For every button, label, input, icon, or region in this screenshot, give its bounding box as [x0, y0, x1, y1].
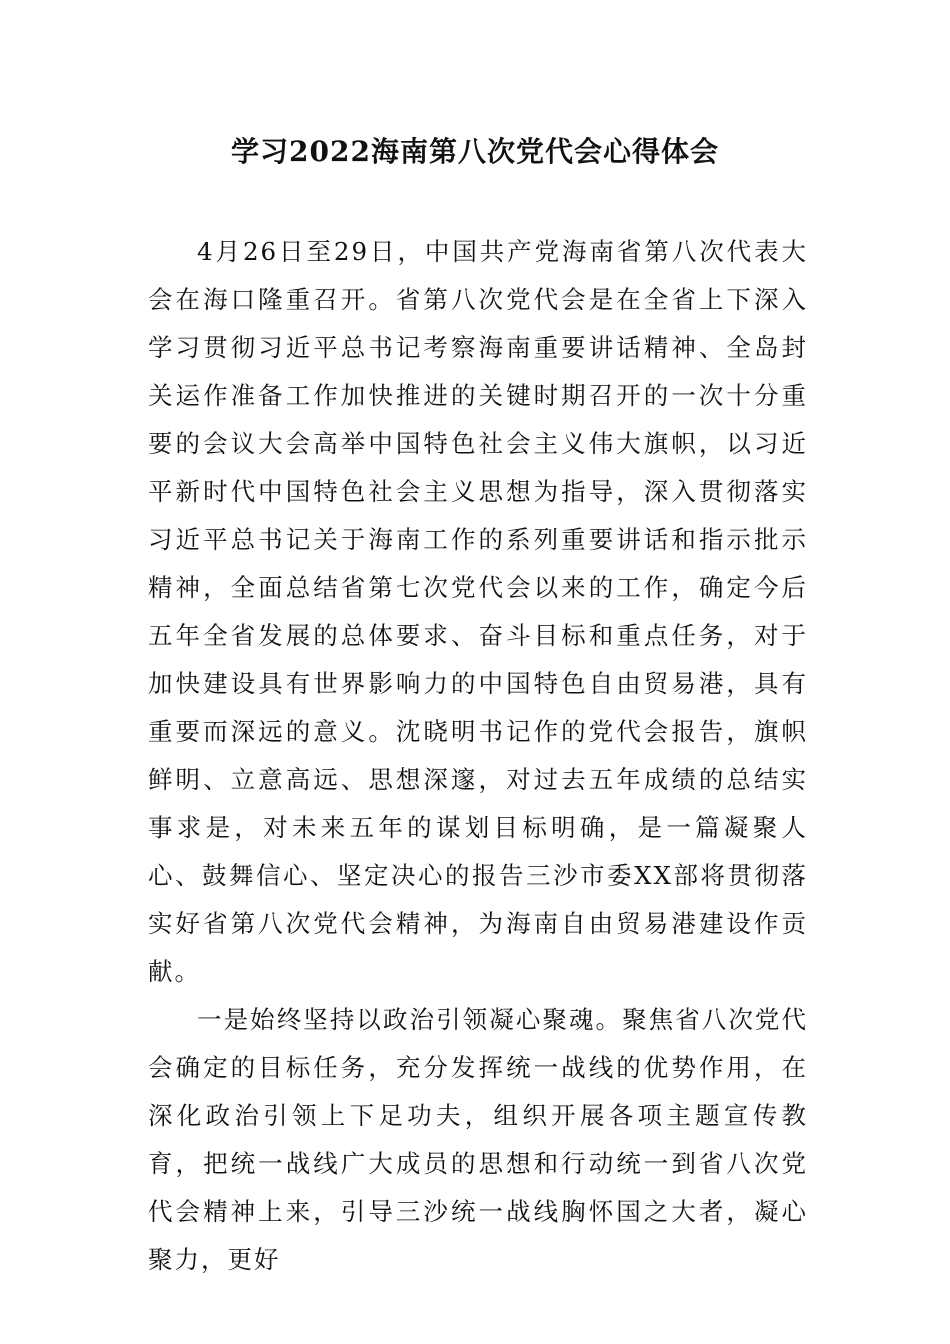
paragraph-1: 4月26日至29日，中国共产党海南省第八次代表大会在海口隆重召开。省第八次党代会是在全省上下深入学习贯彻习近平总书记考察海南重要讲话精神、全岛封关运作准备工作加快推进的关键时期召开的一次十分重要的会议大会高举中国特色社会主义伟大旗帜，以习近平新时代中国特色社会主义思想为指导，深入贯彻落实习近平总书记关于海南工作的系列重要讲话和指示批示精神，全面总结省第七次党代会以来的工作，确定今后五年全省发展的总体要求、奋斗目标和重点任务，对于加快建设具有世界影响力的中国特色自由贸易港，具有重要而深远的意义。沈晓明书记作的党代会报告，旗帜鲜明、立意高远、思想深邃，对过去五年成绩的总结实事求是，对未来五年的谋划目标明确，是一篇凝聚人心、鼓舞信心、坚定决心的报告三沙市委XX部将贯彻落实好省第八次党代会精神，为海南自由贸易港建设作贡献。 — [148, 237, 808, 986]
paragraph-2: 一是始终坚持以政治引领凝心聚魂。聚焦省八次党代会确定的目标任务，充分发挥统一战线的优势作用，在深化政治引领上下足功夫，组织开展各项主题宣传教育，把统一战线广大成员的思想和行动统一到省八次党代会精神上来，引导三沙统一战线胸怀国之大者，凝心聚力，更好 — [148, 1005, 808, 1274]
document-title: 学习2022海南第八次党代会心得体会 — [231, 135, 719, 168]
document-body — [148, 228, 808, 1284]
